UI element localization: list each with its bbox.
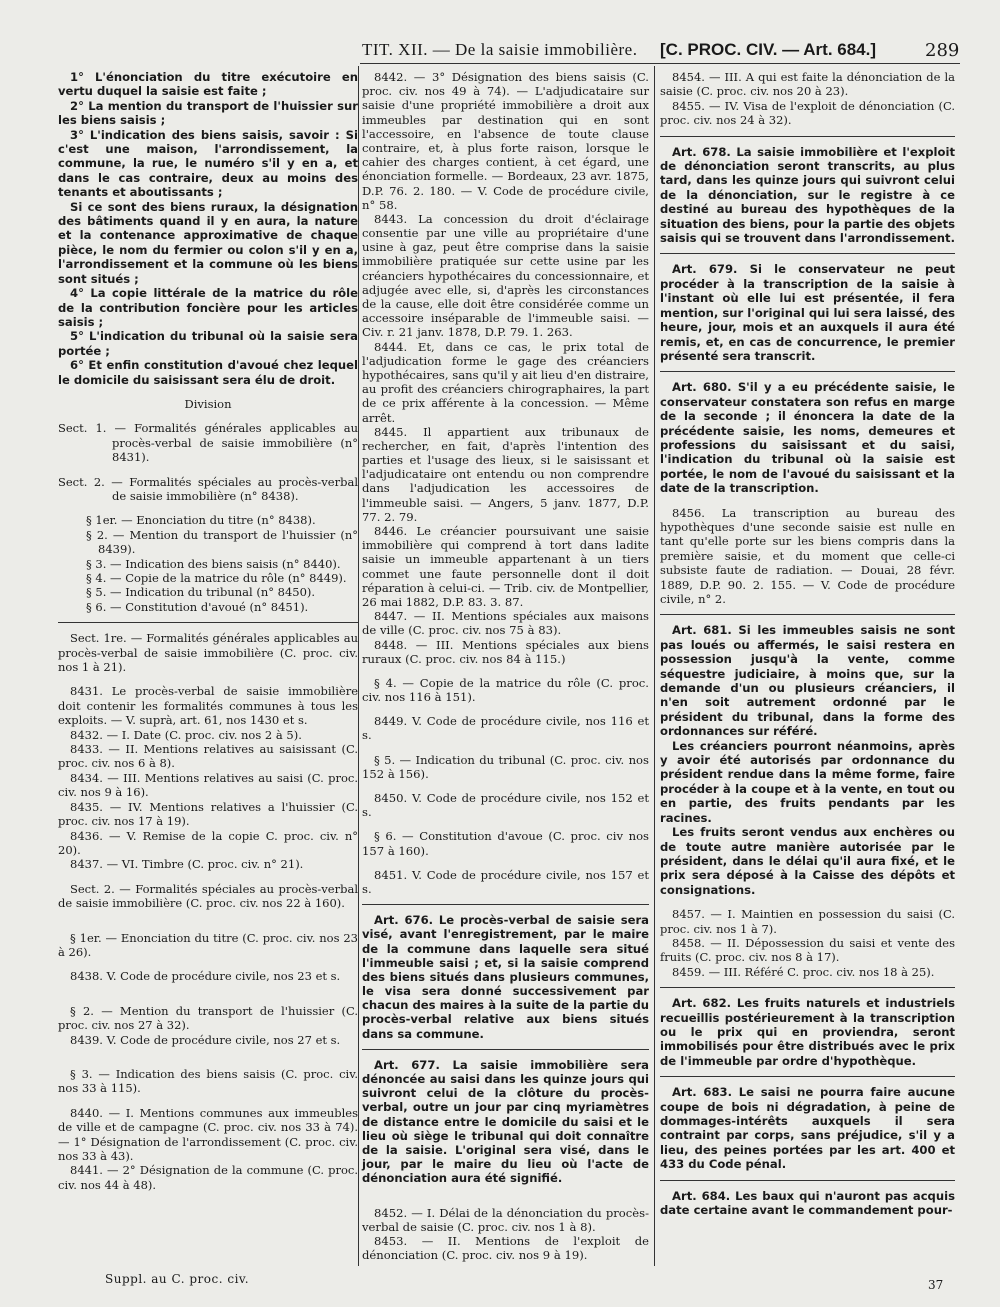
division-entry: § 6. — Constitution d'avoué (n° 8451). (86, 599, 309, 614)
column-2 (362, 70, 649, 1262)
section-divider (362, 904, 649, 905)
note-8431: 8431. Le procès-verbal de saisie immobilière doit contenir les formalités communes à tous les exploits. — V. suprà, art. 61, nos 1430 et s. (58, 684, 358, 728)
article-684: Art. 684. Les baux qui n'auront pas acquis date certaine avant le commandement pour- (660, 1188, 955, 1218)
subsection-heading: § 4. — Copie de la matrice du rôle (C. proc. civ. nos 116 à 151). (362, 675, 649, 705)
note-8459: 8459. — III. Référé C. proc. civ. nos 18 à 25). (672, 964, 935, 979)
note-8451: 8451. V. Code de procédure civile, nos 157 et s. (362, 867, 649, 896)
column-1 (58, 70, 358, 1192)
column-3 (660, 70, 955, 1217)
division-entry: § 1er. — Enonciation du titre (n° 8438). (86, 513, 316, 528)
running-title: TIT. XII. — De la saisie immobilière. (362, 40, 638, 59)
header-rule (360, 63, 960, 64)
note-8445: 8445. Il appartient aux tribunaux de rechercher, en fait, d'après l'intention des parties et l'usage des lieux, si le saisissant et l'adjudicataire ont entendu ou non comprendre dans l'adjudication les accessoires de l'immeuble saisi. — Angers, 5 janv. 1877, D.P. 77. 2. 79. (362, 424, 649, 524)
note-8450: 8450. V. Code de procédure civile, nos 152 et s. (362, 791, 649, 820)
paragraph: 5° L'indication du tribunal où la saisie sera portée ; (58, 329, 358, 358)
note-8439: 8439. V. Code de procédure civile, nos 27 et s. (70, 1032, 341, 1047)
note-8455: 8455. — IV. Visa de l'exploit de dénonciation (C. proc. civ. nos 24 à 32). (660, 98, 955, 128)
note-8446: 8446. Le créancier poursuivant une saisie immobilière qui comprend à tort dans ladite saisie un immeuble appartenant à un tiers commet une faute personnelle dont il doit réparation à celui-ci. — Trib. civ. de Montpellier, 26 mai 1882, D.P. 83. 3. 87. (362, 524, 649, 609)
paragraph: 3° L'indication des biens saisis, savoir : Si c'est une maison, l'arrondissement, la commune, la rue, le numéro s'il y en a, et dans le cas contraire, deux au moins des tenants et aboutissants ; (58, 127, 358, 200)
note-8441: 8441. — 2° Désignation de la commune (C. proc. civ. nos 44 à 48). (58, 1163, 358, 1192)
section-divider (660, 987, 955, 988)
paragraph: 1° L'énonciation du titre exécutoire en vertu duquel la saisie est faite ; (58, 70, 358, 99)
sheet-number: 37 (928, 1278, 944, 1292)
paragraph: 2° La mention du transport de l'huissier sur les biens saisis ; (58, 98, 358, 128)
note-8436: 8436. — V. Remise de la copie C. proc. civ. n° 20). (58, 828, 358, 857)
note-8434: 8434. — III. Mentions relatives au saisi (C. proc. civ. nos 9 à 16). (58, 770, 358, 800)
subsection-heading: § 5. — Indication du tribunal (C. proc. civ. nos 152 à 156). (362, 752, 649, 781)
page-number: 289 (925, 40, 960, 61)
subsection-heading: § 3. — Indication des biens saisis (C. proc. civ. nos 33 à 115). (58, 1066, 358, 1096)
division-entry: § 3. — Indication des biens saisis (n° 8440). (86, 556, 341, 571)
article-677: Art. 677. La saisie immobilière sera dénoncée au saisi dans les quinze jours qui suivront celui de la clôture du procès-verbal, outre un jour par cinq myriamètres de distance entre le domicile du saisi et le lieu où siège le tribunal qui doit connaître de la saisie. L'original sera visé, dans le jour, par le maire du lieu où l'acte de dénonciation aura été signifié. (362, 1057, 649, 1186)
division-entry: Sect. 1. — Formalités générales applicables au procès-verbal de saisie immobilière (n° 8431). (58, 421, 358, 465)
note-8440: 8440. — I. Mentions communes aux immeubles de ville et de campagne (C. proc. civ. nos 33 à 74). — 1° Désignation de l'arrondissement (C. proc. civ. nos 33 à 43). (58, 1105, 358, 1163)
article-681-para: Les fruits seront vendus aux enchères ou de toute autre manière autorisée par le président, dans le délai qu'il aura fixé, et le prix sera déposé à la Caisse des dépôts et consignations. (660, 825, 955, 897)
note-8443: 8443. La concession du droit d'éclairage consentie par une ville au propriétaire d'une usine à gaz, peut être comprise dans la saisie immobilière pratiquée sur cette usine par les créanciers hypothécaires du concessionnaire, et adjugée avec elle, si, d'après les circonstances de la cause, elle doit être considérée comme un accessoire inséparable de l'immeuble saisi. — Civ. r. 21 janv. 1878, D.P. 79. 1. 263. (362, 211, 649, 340)
subsection-heading: § 6. — Constitution d'avoue (C. proc. civ nos 157 à 160). (362, 829, 649, 858)
division-entry: § 5. — Indication du tribunal (n° 8450). (86, 585, 316, 600)
note-8432: 8432. — I. Date (C. proc. civ. nos 2 à 5). (70, 727, 302, 742)
note-8433: 8433. — II. Mentions relatives au saisissant (C. proc. civ. nos 6 à 8). (58, 742, 358, 771)
article-683: Art. 683. Le saisi ne pourra faire aucune coupe de bois ni dégradation, à peine de dommages-intérêts auxquels il sera contraint par corps, sans préjudice, s'il y a lieu, des peines portées par les art. 400 et 433 du Code pénal. (660, 1085, 955, 1172)
division-entry: Sect. 2. — Formalités spéciales au procès-verbal de saisie immobilière (n° 8438). (58, 474, 358, 503)
note-8437: 8437. — VI. Timbre (C. proc. civ. n° 21). (70, 857, 304, 872)
note-8448: 8448. — III. Mentions spéciales aux biens ruraux (C. proc. civ. nos 84 à 115.) (362, 637, 649, 666)
note-8454: 8454. — III. A qui est faite la dénonciation de la saisie (C. proc. civ. nos 20 à 23). (660, 70, 955, 99)
section-divider (660, 253, 955, 254)
article-679: Art. 679. Si le conservateur ne peut procéder à la transcription de la saisie à l'instant où elle lui est présentée, il fera mention, sur l'original qui lui sera laissé, des heure, jour, mois et an auxquels il aura été remis, et, en cas de concurrence, le premier présenté sera transcrit. (660, 262, 955, 363)
note-8458: 8458. — II. Dépossession du saisi et vente des fruits (C. proc. civ. nos 8 à 17). (660, 935, 955, 965)
article-678: Art. 678. La saisie immobilière et l'exploit de dénonciation seront transcrits, au plus tard, dans les quinze jours qui suivront celui de la dénonciation, sur le registre à ce destiné au bureau des hypothèques de la situation des biens, pour la partie des objets saisis qui se trouvent dans l'arrondissement. (660, 144, 956, 246)
running-article: [C. PROC. CIV. — Art. 684.] (660, 40, 877, 59)
note-8453: 8453. — II. Mentions de l'exploit de dénonciation (C. proc. civ. nos 9 à 19). (362, 1233, 649, 1263)
section-divider (660, 136, 955, 137)
column-rule-left (358, 66, 359, 1266)
note-8456: 8456. La transcription au bureau des hypothèques d'une seconde saisie est nulle en tant qu'elle porte sur les biens compris dans la première saisie, et du moment que celle-ci subsiste faute de radiation. — Douai, 28 févr. 1889, D.P. 90. 2. 155. — V. Code de procédure civile, n° 2. (660, 505, 955, 606)
note-8449: 8449. V. Code de procédure civile, nos 116 et s. (362, 714, 649, 743)
note-8452: 8452. — I. Délai de la dénonciation du procès-verbal de saisie (C. proc. civ. nos 1 à 8). (362, 1205, 649, 1234)
subsection-heading: § 2. — Mention du transport de l'huissier (C. proc. civ. nos 27 à 32). (58, 1003, 358, 1033)
paragraph: 4° La copie littérale de la matrice du rôle de la contribution foncière pour les articles saisis ; (58, 286, 358, 329)
article-680: Art. 680. S'il y a eu précédente saisie, le conservateur constatera son refus en marge de la seconde ; il énoncera la date de la précédente saisie, les noms, demeures et professions du saisissant et du saisi, l'indication du tribunal où la saisie est portée, le nom de l'avoué du saisissant et la date de la transcription. (660, 380, 955, 496)
note-8457: 8457. — I. Maintien en possession du saisi (C. proc. civ. nos 1 à 7). (660, 907, 955, 936)
article-676: Art. 676. Le procès-verbal de saisie sera visé, avant l'enregistrement, par le maire de la commune dans laquelle sera situé l'immeuble saisi ; et, si la saisie comprend des biens situés dans plusieurs communes, le visa sera donné successivement par chacun des maires à la suite de la partie du procès-verbal relative aux biens situés dans sa commune. (362, 913, 649, 1041)
division-entry: § 2. — Mention du transport de l'huissier (n° 8439). (86, 527, 358, 557)
paragraph: 6° Et enfin constitution d'avoué chez lequel le domicile du saisissant sera élu de droit. (58, 358, 358, 387)
section-divider (362, 1049, 649, 1050)
division-heading: Division (184, 396, 232, 411)
section-divider (660, 1180, 955, 1181)
article-681: Art. 681. Si les immeubles saisis ne sont pas loués ou affermés, le saisi restera en possession jusqu'à la vente, comme séquestre judiciaire, à moins que, sur la demande d'un ou plusieurs créanciers, il n'en soit autrement ordonné par le président du tribunal, dans la forme des ordonnances sur référé. (660, 623, 955, 739)
section-divider (660, 1076, 955, 1077)
paragraph: Si ce sont des biens ruraux, la désignation des bâtiments quand il y en aura, la nature et la contenance approximative de chaque pièce, le nom du fermier ou colon s'il y en a, l'arrondissement et la commune où les biens sont situés ; (58, 199, 358, 286)
column-rule-right (654, 66, 655, 1266)
subsection-heading: § 1er. — Enonciation du titre (C. proc. civ. nos 23 à 26). (58, 930, 358, 959)
section-heading: Sect. 2. — Formalités spéciales au procès-verbal de saisie immobilière (C. proc. civ. nos 22 à 160). (58, 881, 358, 911)
note-8447: 8447. — II. Mentions spéciales aux maisons de ville (C. proc. civ. nos 75 à 83). (362, 609, 649, 638)
note-8442: 8442. — 3° Désignation des biens saisis (C. proc. civ. nos 49 à 74). — L'adjudicataire sur saisie d'une propriété immobilière a droit aux immeubles par destination qui en sont l'accessoire, en l'absence de toute clause contraire, et, à plus forte raison, lorsque le cahier des charges contient, à cet égard, une énonciation formelle. — Bordeaux, 23 avr. 1875, D.P. 76. 2. 180. — V. Code de procédure civile, n° 58. (362, 70, 649, 212)
note-8438: 8438. V. Code de procédure civile, nos 23 et s. (70, 969, 341, 984)
note-8444: 8444. Et, dans ce cas, le prix total de l'adjudication forme le gage des créanciers hypothécaires, sans qu'il y ait lieu d'en distraire, au profit des créanciers chirographaires, la part de ce prix afférente à la concession. — Même arrêt. (362, 339, 649, 425)
division-entry: § 4. — Copie de la matrice du rôle (n° 8449). (86, 571, 347, 585)
footer-signature: Suppl. au C. proc. civ. (105, 1272, 250, 1286)
section-divider (660, 614, 955, 615)
section-heading: Sect. 1re. — Formalités générales applicables au procès-verbal de saisie immobilière (C. proc. civ. nos 1 à 21). (58, 631, 358, 675)
note-8435: 8435. — IV. Mentions relatives a l'huissier (C. proc. civ. nos 17 à 19). (58, 799, 358, 829)
article-682: Art. 682. Les fruits naturels et industriels recueillis postérieurement à la transcription ou le prix qui en proviendra, seront immobilisés pour être distribués avec le prix de l'immeuble par ordre d'hypothèque. (660, 996, 955, 1068)
article-681-para: Les créanciers pourront néanmoins, après y avoir été autorisés par ordonnance du président rendue dans la même forme, faire procéder à la coupe et à la vente, en tout ou en partie, des fruits pendants par les racines. (660, 738, 955, 825)
section-divider (660, 371, 955, 372)
section-divider (58, 622, 358, 623)
